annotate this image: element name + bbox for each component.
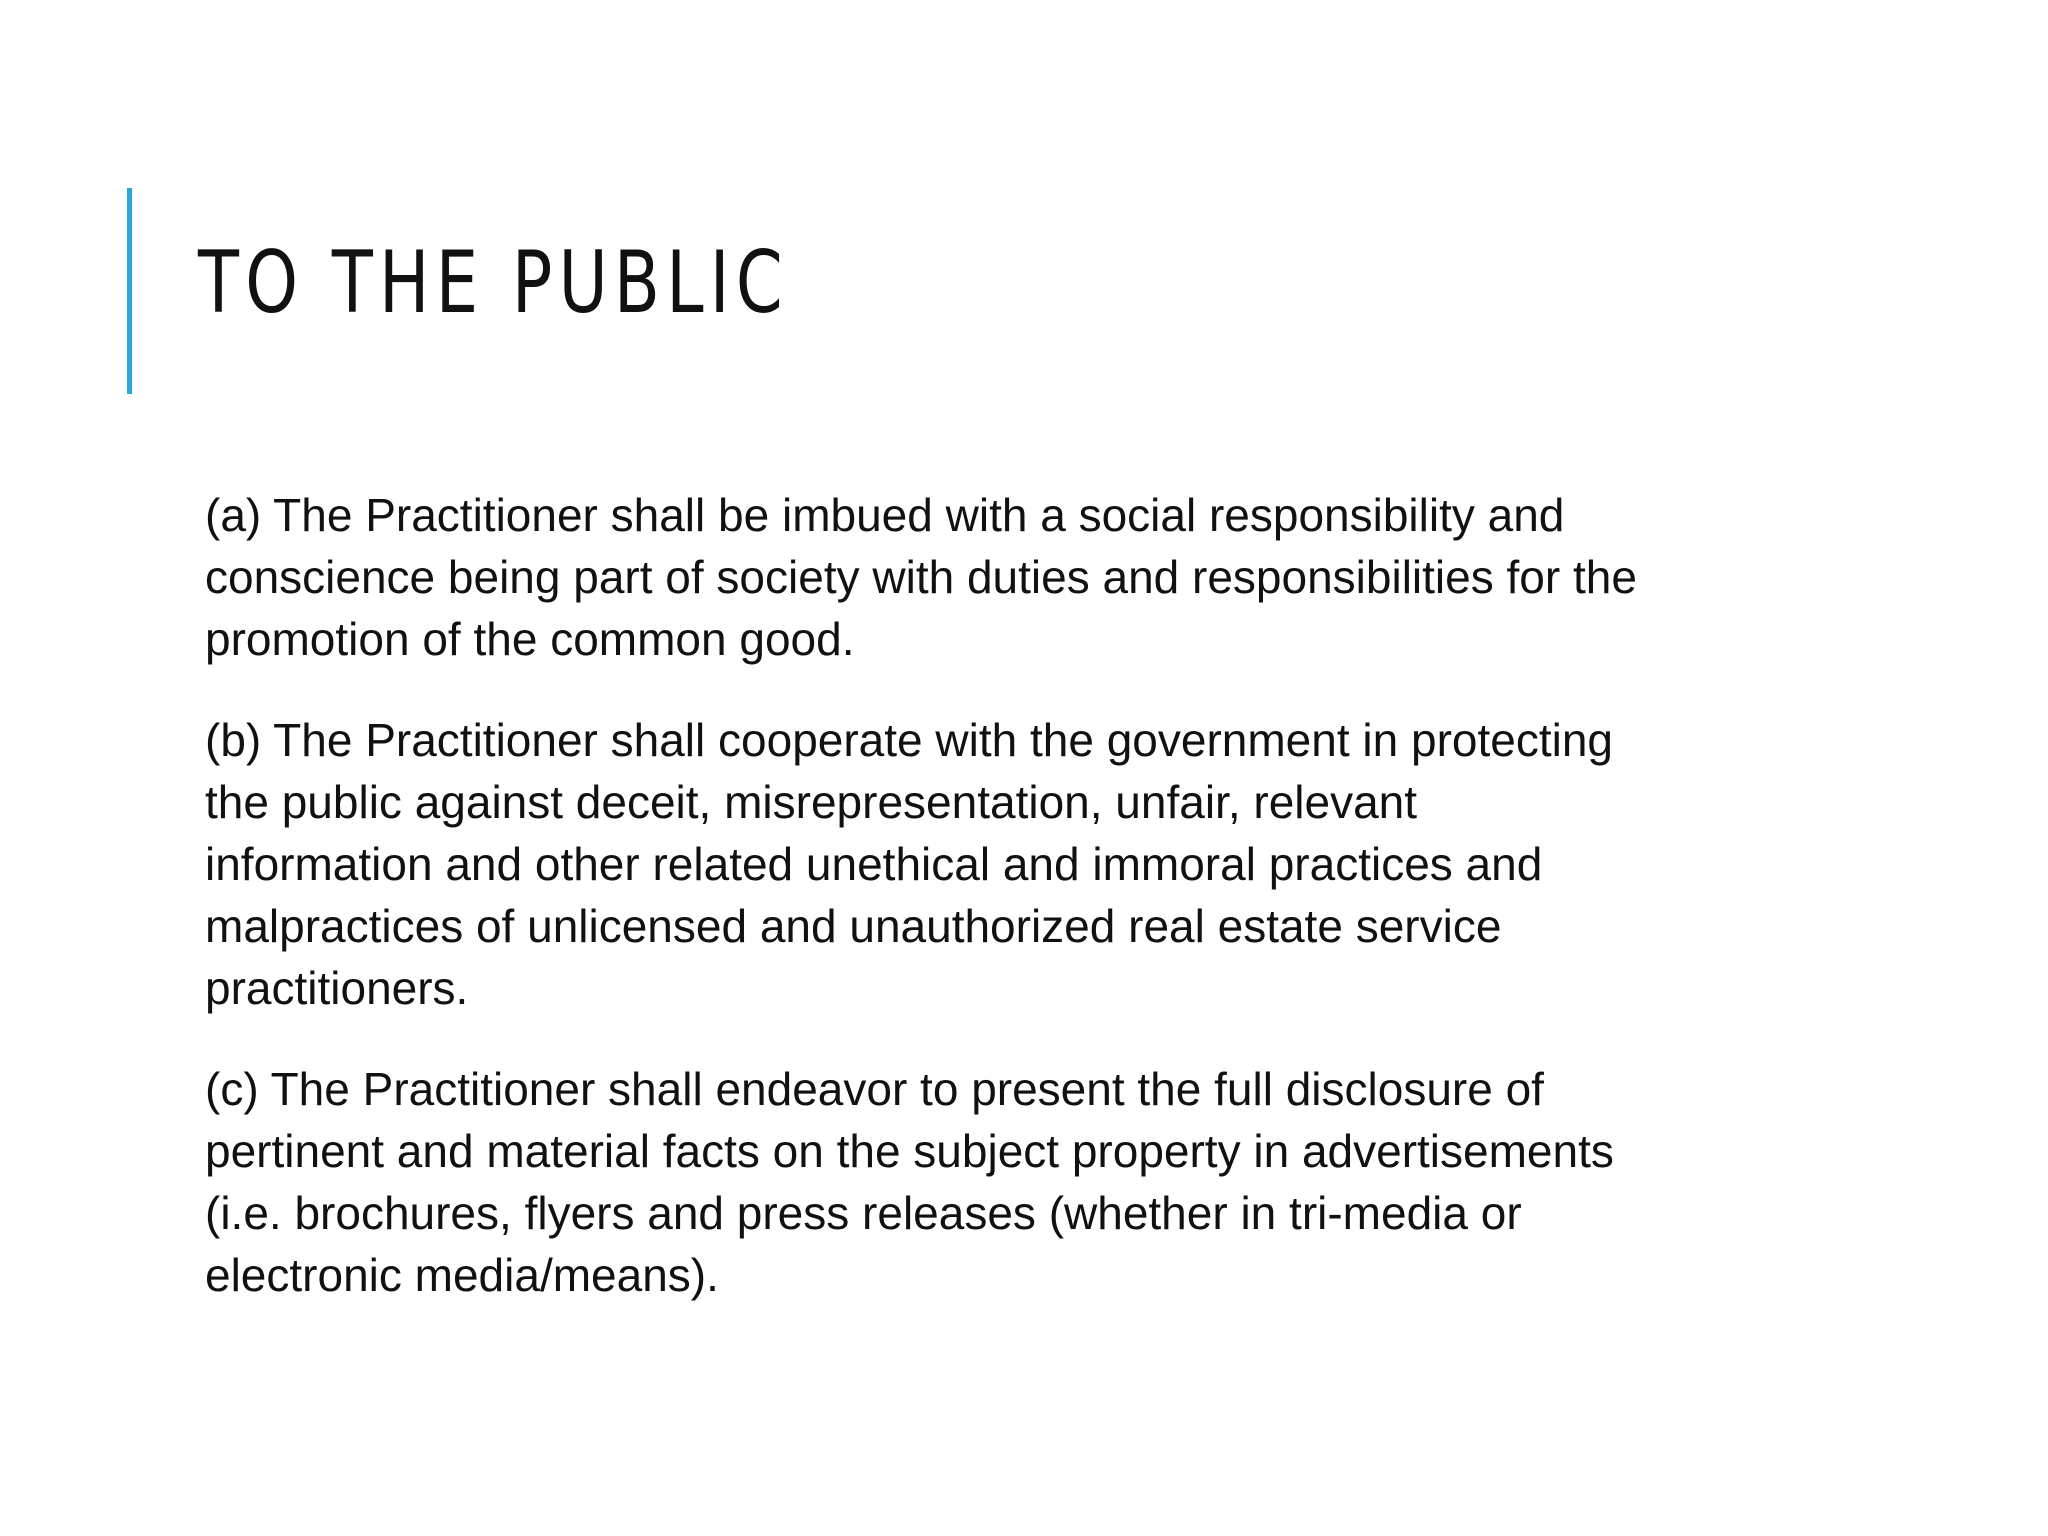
- slide-body: [205, 484, 1905, 1345]
- paragraph-c: (c) The Practitioner shall endeavor to present the full disclosure of pertinent and material facts on the subject property in advertisements (i.e. brochures, flyers and press releases (whether in tri-media or electronic media/means).: [205, 1063, 1614, 1301]
- paragraph-b: (b) The Practitioner shall cooperate with the government in protecting the public against deceit, misrepresentation, unfair, relevant information and other related unethical and immoral practices and malpractices of unlicensed and unauthorized real estate service practitioners.: [205, 714, 1614, 1014]
- slide-title: TO THE PUBLIC: [198, 233, 789, 333]
- paragraph-a: (a) The Practitioner shall be imbued with a social responsibility and conscience being part of society with duties and responsibilities for the promotion of the common good.: [205, 489, 1637, 665]
- title-accent-bar: [127, 188, 132, 394]
